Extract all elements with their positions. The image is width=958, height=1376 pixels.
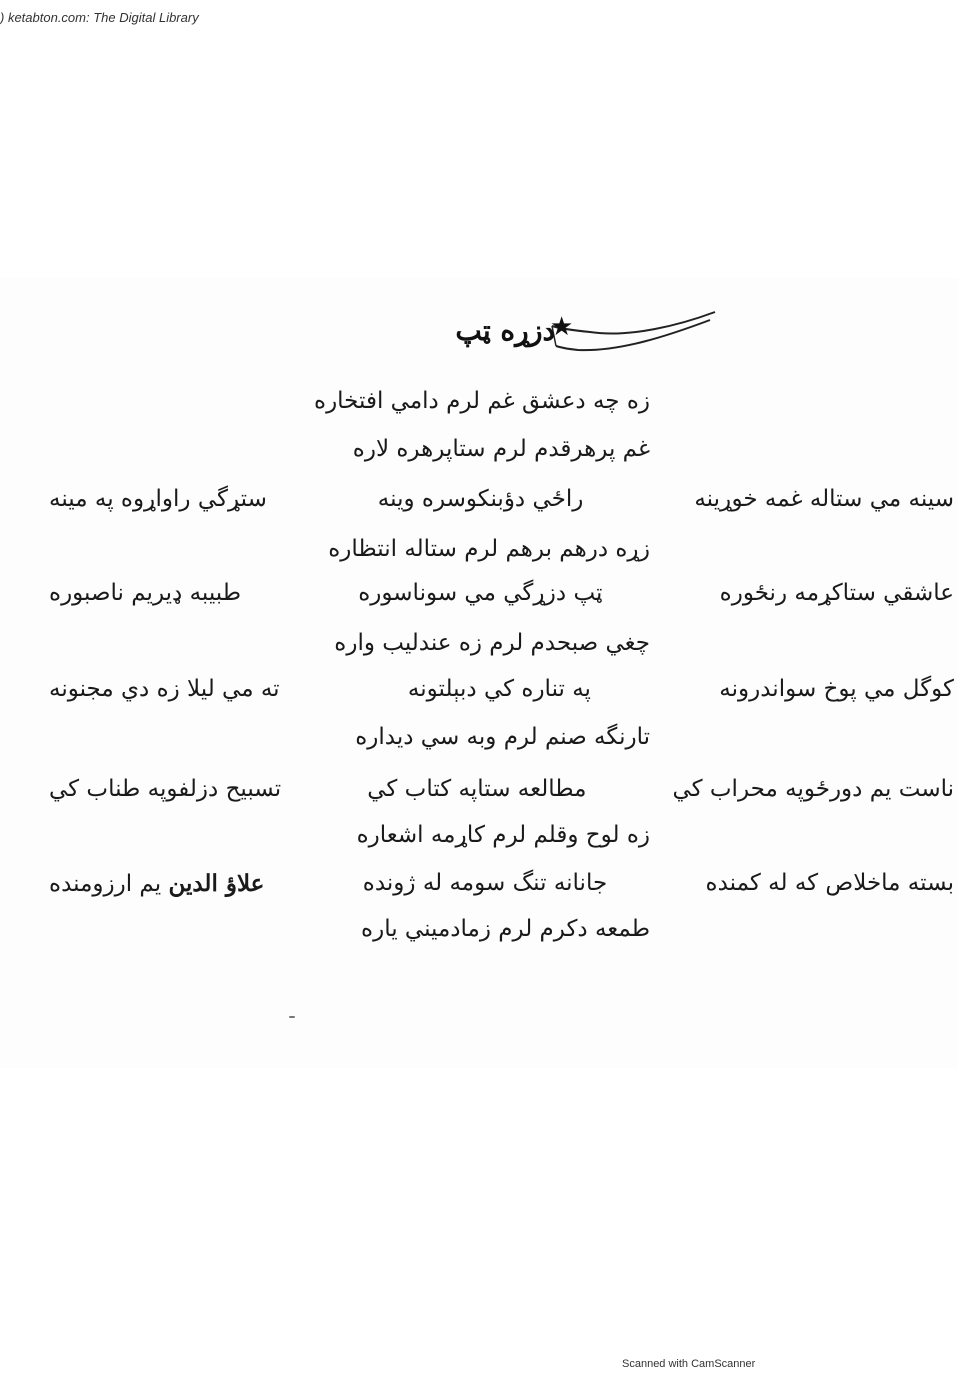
poem-line-2: غم پرهرقدم لرم ستاپرهره لاره — [352, 436, 650, 462]
scan-speck — [289, 1016, 295, 1018]
scanner-footer: Scanned with CamScanner — [622, 1358, 756, 1370]
stanza-5-line — [49, 870, 954, 897]
stanza-2-part-a: طبيبه ډيريم ناصبوره — [49, 580, 242, 606]
stanza-5-part-b: جانانه تنگ سومه له ژونده — [362, 870, 608, 896]
title-star-icon: ★ — [550, 312, 574, 342]
stanza-4-part-b: مطالعه ستاپه کتاب کي — [367, 776, 587, 802]
stanza-1-part-c: سينه مي ستاله غمه خوړينه — [694, 486, 954, 512]
stanza-1-part-a: ستړگي راواړوه په مينه — [49, 486, 267, 512]
stanza-3-part-a: ته مي ليلا زه دي مجنونه — [49, 676, 280, 702]
stanza-3-part-b: په تناره کي دبېلتونه — [407, 676, 591, 702]
stanza-3-line — [49, 676, 954, 702]
stanza-4-refrain: زه لوح وقلم لرم کاړمه اشعاره — [356, 822, 650, 848]
stanza-3-part-c: کوگل مي پوخ سواندرونه — [719, 676, 954, 702]
stanza-2-part-b: ټپ دزړگي مي سوناسوره — [358, 580, 603, 606]
stanza-2-refrain: چغي صبحدم لرم زه عندليب واره — [334, 630, 650, 656]
poem-title: دزړه ټپ — [455, 314, 555, 347]
stanza-2-line — [49, 580, 954, 606]
stanza-4-part-a: تسبيح دزلفوپه طناب کي — [49, 776, 282, 802]
flourish-line-icon — [550, 290, 720, 360]
stanza-4-line — [49, 776, 954, 802]
stanza-2-part-c: عاشقي ستاکړمه رنځوره — [719, 580, 954, 606]
stanza-5-refrain: طمعه دکرم لرم زمادميني ياره — [361, 916, 650, 942]
stanza-4-part-c: ناست يم دورځوپه محراب کي — [672, 776, 954, 802]
stanza-1-line — [49, 486, 954, 512]
stanza-5-part-a-rest: يم ارزومنده — [49, 871, 162, 897]
stanza-5-part-c: بسته ماخلاص که له کمنده — [705, 870, 954, 896]
stanza-5-part-a — [49, 870, 264, 897]
poem-heading — [420, 290, 720, 360]
poem-line-1: زه چه دعشق غم لرم دامي افتخاره — [314, 388, 650, 414]
source-watermark: ) ketabton.com: The Digital Library — [0, 10, 199, 25]
stanza-1-part-b: راځي دؤبنکوسره وينه — [377, 486, 584, 512]
stanza-1-refrain: زړه درهم برهم لرم ستاله انتظاره — [328, 536, 650, 562]
stanza-3-refrain: تارنگه صنم لرم وبه سي ديداره — [355, 724, 650, 750]
poet-name: علاؤ الدين — [168, 870, 265, 897]
